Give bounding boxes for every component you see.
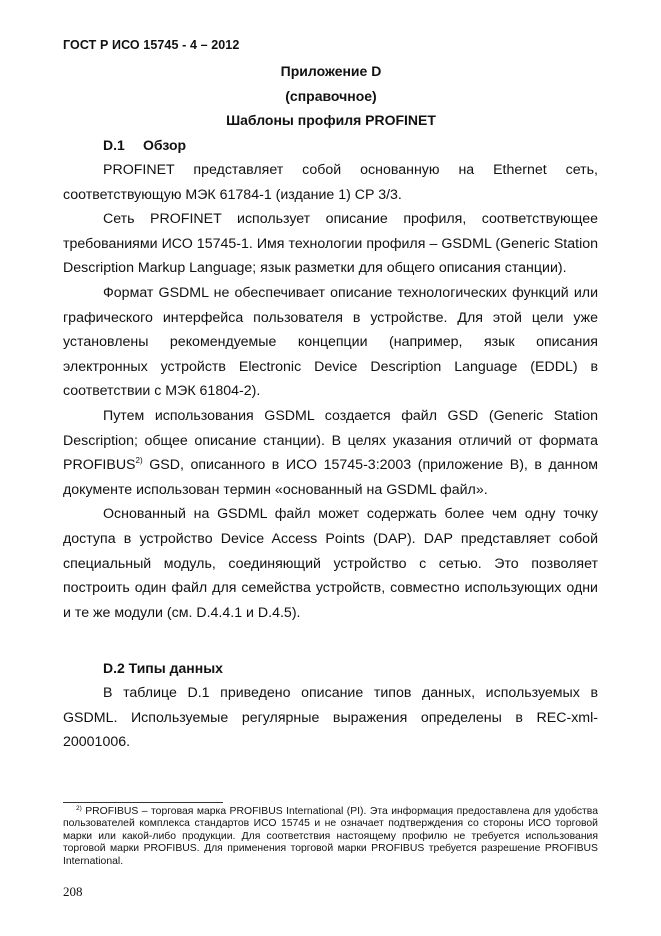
footnote-reference[interactable]: 2) [135, 456, 143, 466]
standard-header: ГОСТ Р ИСО 15745 - 4 – 2012 [63, 38, 240, 52]
overview-body [63, 158, 598, 625]
data-types-body [63, 681, 598, 755]
section-heading-data-types: D.2 Типы данных [103, 660, 223, 676]
section-title: Обзор [143, 137, 187, 153]
section-number: D.1 [103, 137, 125, 153]
footnote-paragraph [63, 806, 598, 868]
paragraph: PROFINET представляет собой основанную на Ethernet сеть, соответствующую МЭК 61784-1 (издание 1) CP 3/3. [63, 162, 598, 203]
paragraph-text: Путем использования GSDML создается файл GSD (Generic Station Description; общее описание станции). В целях указания отличий от формата PROFIBUS [63, 407, 598, 474]
section-heading-overview [103, 137, 186, 153]
footnote-divider [63, 802, 223, 803]
appendix-status: (справочное) [285, 88, 377, 104]
paragraph: Основанный на GSDML файл может содержать более чем одну точку доступа в устройство Device Access Points (DAP). DAP представляет собой специальный модуль, соединяющий устройство с сетью. Это позволяет построить один файл для семейства устройств, совместно использующих одни и те же модули (см. D.4.4.1 и D.4.5). [63, 506, 598, 621]
paragraph-text: GSD, описанного в ИСО 15745-3:2003 (приложение B), в данном документе использован термин «основанный на GSDML файл». [63, 457, 598, 498]
footnote [63, 806, 598, 868]
footnote-text: PROFIBUS – торговая марка PROFIBUS International (PI). Эта информация предоставлена для удобства пользователей комплекса стандартов ИСО 15745 и не означает подтверждения со стороны ИСО торговой марки или какой-либо продукции. Для соответствия настоящему профилю не требуется использования торговой марки PROFIBUS. Для применения торговой марки PROFIBUS требуется разрешение PROFIBUS International. [63, 806, 598, 867]
footnote-marker: 2) [76, 805, 82, 812]
paragraph [63, 404, 598, 502]
appendix-title: Шаблоны профиля PROFINET [226, 112, 436, 128]
page-number: 208 [63, 884, 83, 899]
paragraph: В таблице D.1 приведено описание типов данных, используемых в GSDML. Используемые регулярные выражения определены в REC-xml-20001006. [63, 685, 598, 751]
paragraph: Формат GSDML не обеспечивает описание технологических функций или графического интерфейса пользователя в устройстве. Для этой цели уже установлены рекомендуемые концепции (например, язык описания электронных устройств Electronic Device Description Language (EDDL) в соответствии с МЭК 61804-2). [63, 284, 598, 400]
paragraph: Сеть PROFINET использует описание профиля, соответствующее требованиями ИСО 15745-1. Имя технологии профиля – GSDML (Generic Station Description Markup Language; язык разметки для общего описания станции). [63, 211, 598, 277]
appendix-label: Приложение D [280, 63, 382, 79]
